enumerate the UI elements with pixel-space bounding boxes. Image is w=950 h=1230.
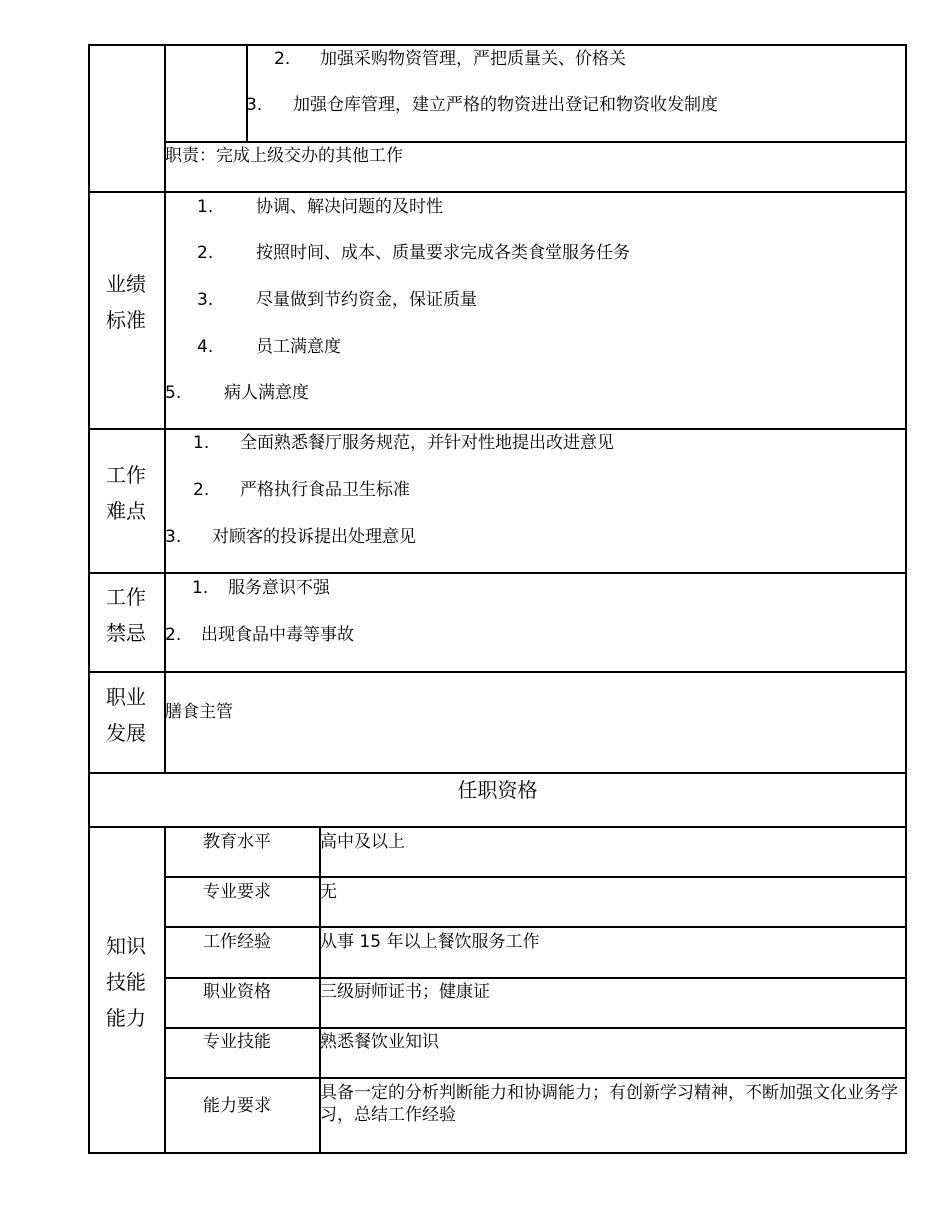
table-border-bottom — [88, 1152, 907, 1154]
row-line — [164, 1077, 907, 1079]
item-number: 1. — [197, 197, 214, 217]
item-text: 对顾客的投诉提出处理意见 — [212, 527, 416, 547]
performance-label — [88, 266, 164, 338]
item-text: 服务意识不强 — [228, 578, 330, 598]
row-line — [164, 977, 907, 979]
row-line — [88, 826, 907, 828]
career-text: 膳食主管 — [165, 702, 233, 722]
item-text: 全面熟悉餐厅服务规范，并针对性地提出改进意见 — [240, 433, 614, 453]
performance-item — [197, 197, 443, 217]
row-line — [88, 671, 907, 673]
item-number: 2. — [274, 49, 291, 69]
qual-key: 职业资格 — [203, 982, 271, 1002]
item-text: 病人满意度 — [224, 383, 309, 403]
qual-key: 专业技能 — [203, 1032, 271, 1052]
label-line: 技能 — [106, 970, 146, 994]
difficulty-item — [165, 527, 416, 547]
item-text: 加强采购物资管理，严把质量关、价格关 — [320, 49, 626, 69]
item-text: 加强仓库管理，建立严格的物资进出登记和物资收发制度 — [293, 95, 718, 115]
label-line: 能力 — [106, 1006, 146, 1030]
qual-value: 高中及以上 — [320, 832, 405, 852]
label-line: 职业 — [106, 685, 146, 709]
qual-value: 具备一定的分析判断能力和协调能力；有创新学习精神，不断加强文化业务学习，总结工作经验 — [320, 1083, 898, 1125]
row-line — [164, 141, 907, 143]
other-duty: 职责：完成上级交办的其他工作 — [165, 146, 403, 166]
item-number: 3. — [246, 95, 263, 115]
row-line — [88, 772, 907, 774]
label-line: 发展 — [106, 721, 146, 745]
qual-key: 工作经验 — [203, 932, 271, 952]
qual-key: 专业要求 — [203, 882, 271, 902]
difficulty-item — [193, 433, 614, 453]
label-line: 工作 — [106, 463, 146, 487]
item-number: 5. — [165, 383, 182, 403]
qual-key: 能力要求 — [203, 1096, 271, 1116]
row-line — [164, 1027, 907, 1029]
taboo-item — [165, 625, 354, 645]
item-text: 按照时间、成本、质量要求完成各类食堂服务任务 — [256, 243, 630, 263]
row-line — [164, 926, 907, 928]
label-line: 禁忌 — [106, 621, 146, 645]
performance-item — [165, 383, 309, 403]
responsibility-item-3 — [246, 95, 718, 115]
qual-value: 无 — [320, 882, 337, 902]
qualifications-label — [88, 928, 164, 1036]
taboos-label — [88, 579, 164, 651]
item-text: 出现食品中毒等事故 — [201, 625, 354, 645]
row-line — [88, 428, 907, 430]
label-line: 知识 — [106, 934, 146, 958]
performance-item — [197, 243, 630, 263]
difficulty-item — [193, 480, 410, 500]
sub-column-divider — [246, 44, 248, 141]
item-number: 2. — [197, 243, 214, 263]
table-border-right — [905, 44, 907, 1154]
item-text: 员工满意度 — [256, 337, 341, 357]
qualifications-title: 任职资格 — [457, 778, 538, 802]
item-text: 严格执行食品卫生标准 — [240, 480, 410, 500]
item-text: 协调、解决问题的及时性 — [256, 197, 443, 217]
label-line: 难点 — [106, 499, 146, 523]
item-number: 2. — [165, 625, 182, 645]
table-border-top — [88, 44, 907, 46]
difficulties-label — [88, 457, 164, 529]
item-number: 3. — [165, 527, 182, 547]
qual-value: 从事 15 年以上餐饮服务工作 — [320, 932, 540, 952]
item-number: 2. — [193, 480, 210, 500]
performance-item — [197, 337, 341, 357]
item-text: 尽量做到节约资金，保证质量 — [256, 290, 477, 310]
taboo-item — [192, 578, 330, 598]
label-line: 业绩 — [106, 272, 146, 296]
item-number: 3. — [197, 290, 214, 310]
row-line — [88, 191, 907, 193]
item-number: 1. — [192, 578, 209, 598]
qual-value: 熟悉餐饮业知识 — [320, 1032, 439, 1052]
row-line — [164, 876, 907, 878]
item-number: 4. — [197, 337, 214, 357]
row-line — [88, 572, 907, 574]
performance-item — [197, 290, 477, 310]
qual-key: 教育水平 — [203, 832, 271, 852]
label-line: 工作 — [106, 585, 146, 609]
qual-value: 三级厨师证书；健康证 — [320, 982, 490, 1002]
career-label — [88, 679, 164, 751]
responsibility-item-2 — [274, 49, 626, 69]
item-number: 1. — [193, 433, 210, 453]
label-line: 标准 — [106, 308, 146, 332]
